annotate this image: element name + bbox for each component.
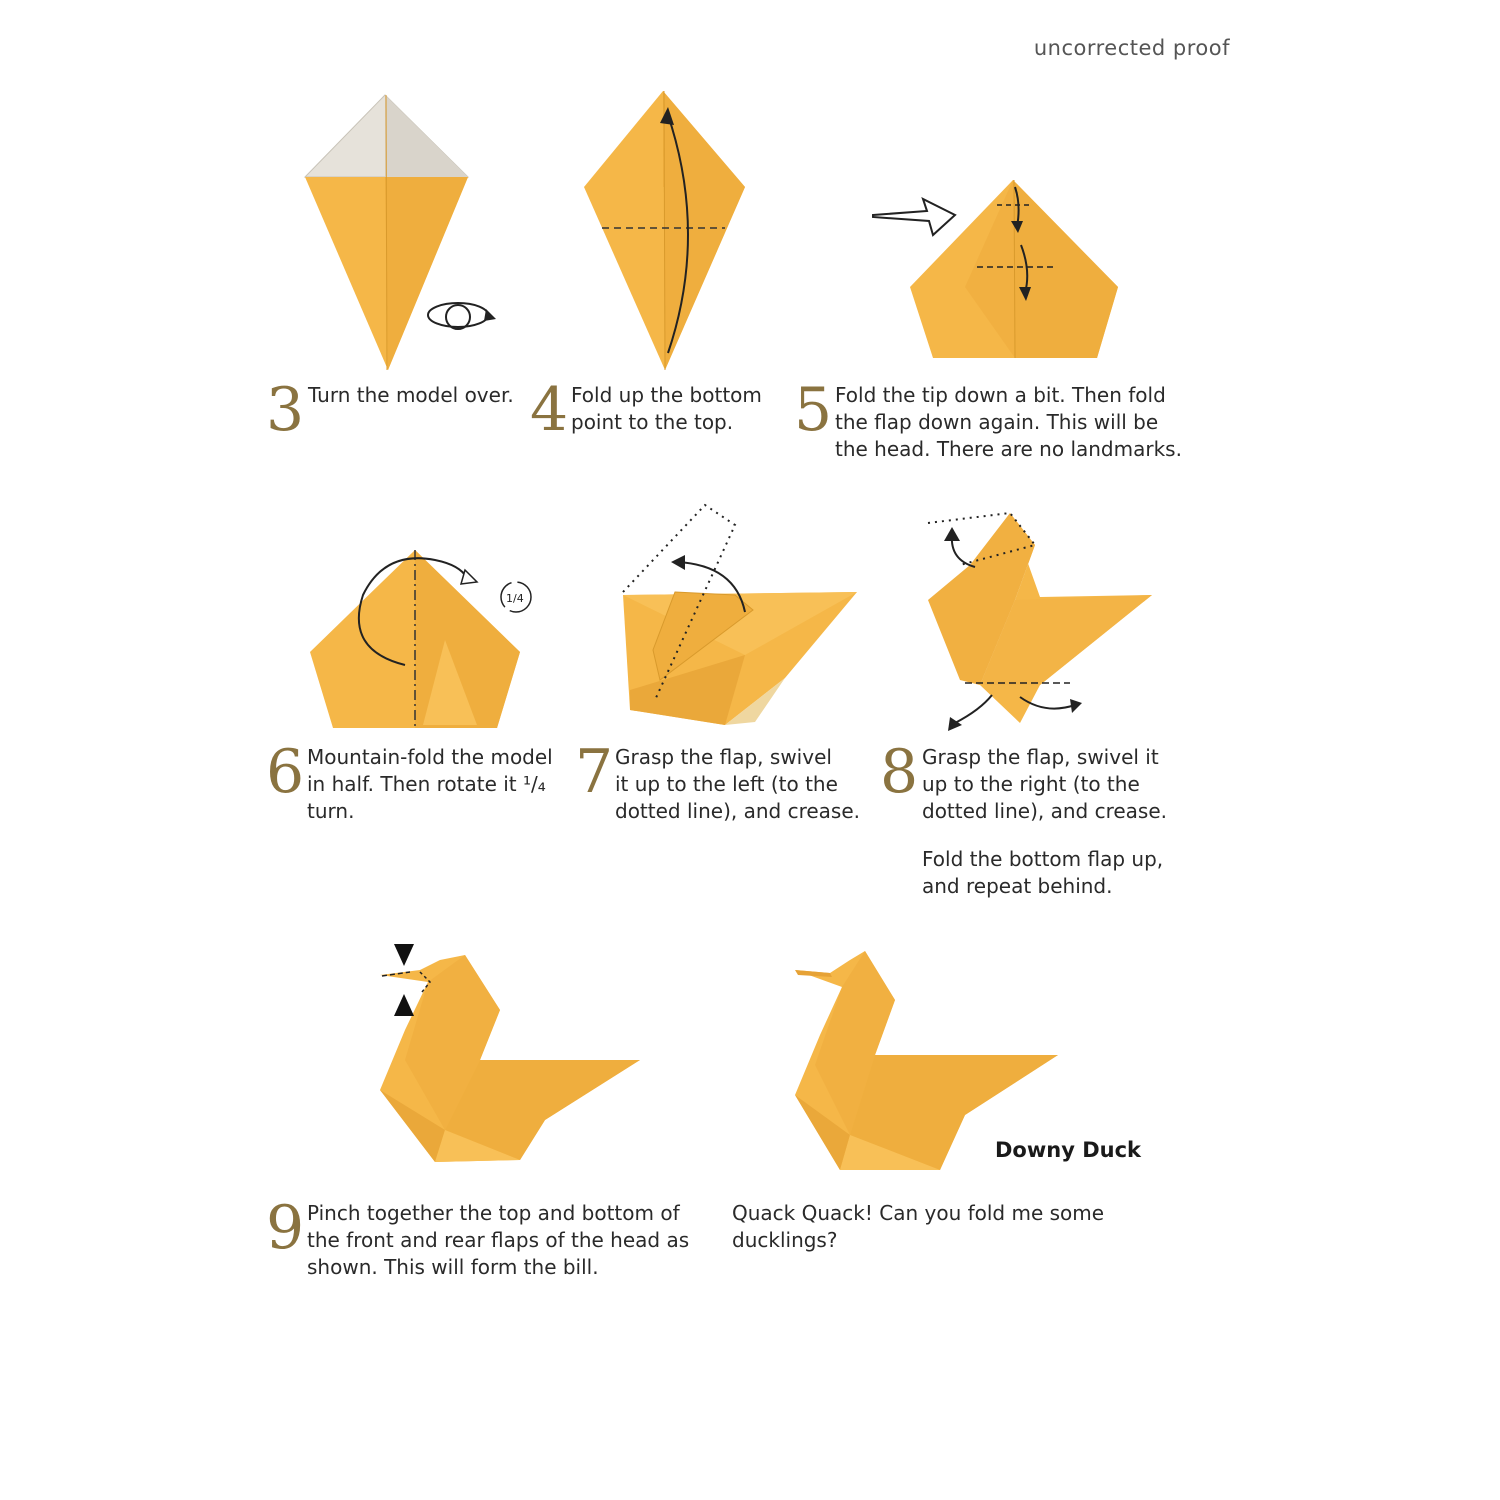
step-8-diagram: [920, 505, 1160, 735]
step-7-diagram: [605, 500, 865, 735]
step-8-text: Grasp the flap, swivel it up to the right (to the dotted line), and crease.: [922, 745, 1167, 823]
step-4-diagram: [580, 85, 750, 375]
step-9-number: 9: [266, 1193, 305, 1263]
step-4-number: 4: [530, 375, 569, 445]
step-5-text: Fold the tip down a bit. Then fold the flap down again. This will be the head. There are no landmarks.: [835, 383, 1182, 461]
model-title: Downy Duck: [995, 1138, 1142, 1162]
step-3-diagram: [290, 85, 520, 385]
step-6-text: Mountain-fold the model in half. Then rotate it ¹/₄ turn.: [307, 745, 553, 823]
step-8-extra-text: Fold the bottom flap up, and repeat behind.: [922, 847, 1164, 898]
step-9-diagram: [370, 940, 650, 1170]
proof-label: uncorrected proof: [1033, 36, 1230, 60]
push-arrow-icon: [873, 199, 955, 235]
step-3-number: 3: [266, 375, 305, 445]
final-caption: Quack Quack! Can you fold me some ducklings?: [732, 1201, 1105, 1252]
step-5-diagram: [865, 175, 1130, 365]
pinch-arrows-icon: [394, 944, 414, 1016]
step-6-diagram: [305, 540, 545, 735]
step-3-text: Turn the model over.: [308, 383, 514, 407]
step-8-number: 8: [880, 737, 919, 807]
svg-text:1/4: 1/4: [506, 592, 524, 605]
step-6-number: 6: [266, 737, 305, 807]
step-4-text: Fold up the bottom point to the top.: [571, 383, 762, 434]
turn-over-icon: [428, 303, 496, 329]
step-5-number: 5: [794, 375, 833, 445]
step-9-text: Pinch together the top and bottom of the front and rear flaps of the head as shown. This will form the bill.: [307, 1201, 690, 1279]
step-7-number: 7: [575, 737, 614, 807]
step-7-text: Grasp the flap, swivel it up to the left (to the dotted line), and crease.: [615, 745, 860, 823]
rotate-quarter-icon: [501, 582, 531, 612]
